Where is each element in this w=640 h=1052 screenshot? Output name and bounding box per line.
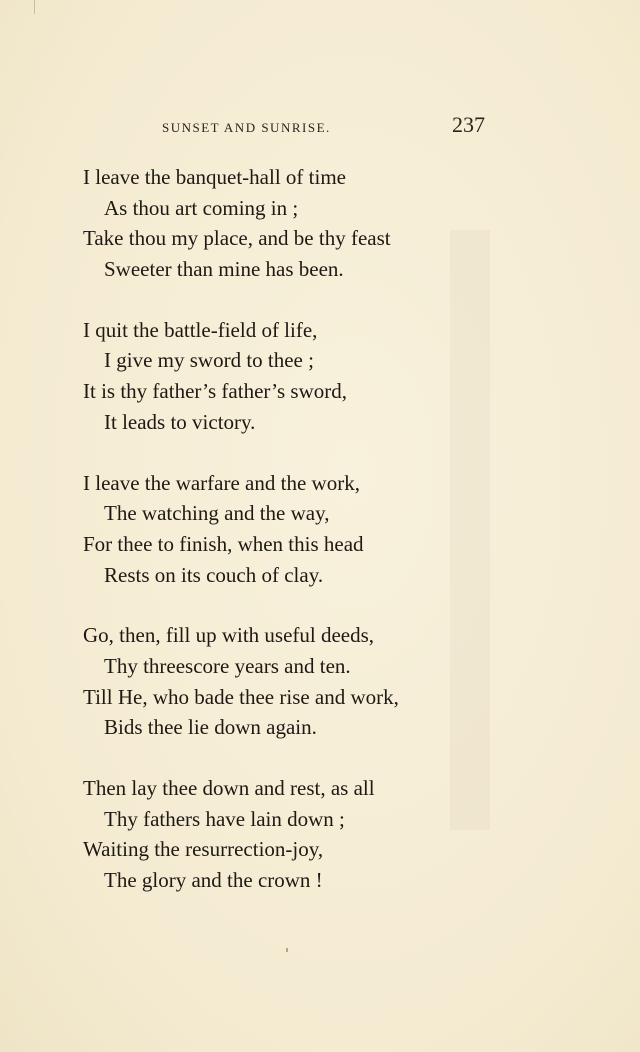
poem-line: Sweeter than mine has been. <box>104 257 344 282</box>
page-header <box>0 112 640 142</box>
poem-line: The watching and the way, <box>104 501 330 526</box>
stanza-4 <box>0 620 640 743</box>
poem-line: Take thou my place, and be thy feast <box>83 226 391 251</box>
poem-line: Then lay thee down and rest, as all <box>83 776 375 800</box>
stanza-1 <box>0 162 640 285</box>
poem-line: As thou art coming in ; <box>104 195 299 220</box>
poem-line: Rests on its couch of clay. <box>104 562 324 587</box>
poem-line: For thee to finish, when this head <box>83 531 364 556</box>
page-number: 237 <box>452 112 485 137</box>
running-title: SUNSET AND SUNRISE. <box>162 120 331 135</box>
page-speck <box>286 948 288 952</box>
poem-line: Go, then, fill up with useful deeds, <box>83 623 375 648</box>
poem-line: Waiting the resurrection-joy, <box>83 837 324 862</box>
poem-line: I give my sword to thee ; <box>104 348 314 373</box>
poem-line: The glory and the crown ! <box>104 868 323 893</box>
poem-line: Thy fathers have lain down ; <box>104 806 345 831</box>
poem-line: I leave the warfare and the work, <box>83 470 360 495</box>
poem-line: It leads to victory. <box>104 409 256 434</box>
poem-line: Bids thee lie down again. <box>104 715 317 740</box>
page-edge-mark <box>34 0 35 14</box>
poem-line: I quit the battle-field of life, <box>83 317 318 342</box>
stanza-3 <box>0 468 640 591</box>
poem-line: Till He, who bade thee rise and work, <box>83 684 399 709</box>
poem <box>0 162 640 926</box>
stanza-5 <box>0 773 640 896</box>
poem-line: It is thy father’s father’s sword, <box>83 379 347 404</box>
poem-line: Thy threescore years and ten. <box>104 653 351 678</box>
poem-line: I leave the banquet-hall of time <box>83 165 346 189</box>
stanza-2 <box>0 315 640 438</box>
